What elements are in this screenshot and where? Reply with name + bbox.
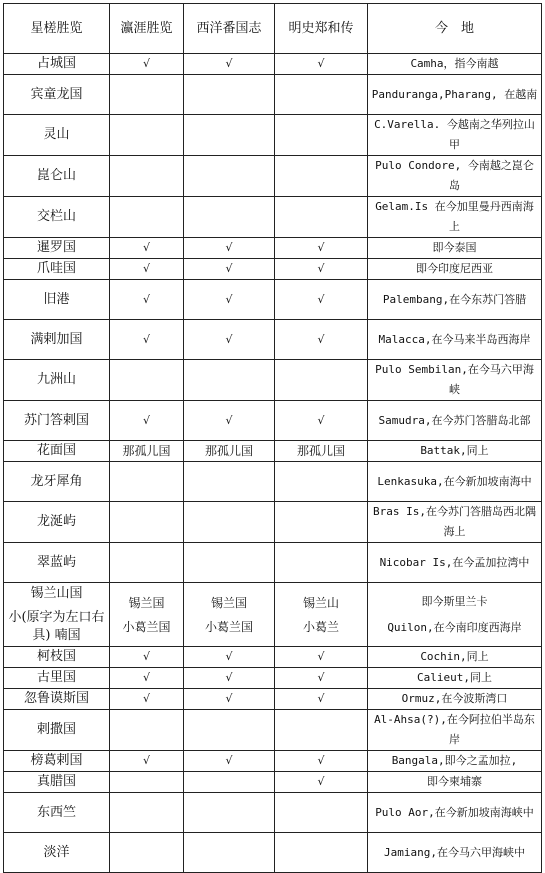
place-name: 崑仑山	[4, 156, 110, 197]
place-name: 旧港	[4, 280, 110, 320]
mingshi-cell: √	[275, 751, 368, 772]
yingya-cell	[110, 156, 184, 197]
mingshi-cell: √	[275, 689, 368, 710]
mingshi-cell: √	[275, 259, 368, 280]
xiyang-cell: √	[184, 401, 275, 441]
yingya-cell: √	[110, 280, 184, 320]
xiyang-cell	[184, 583, 275, 647]
mingshi-cell: √	[275, 238, 368, 259]
modern-place-cell: Pulo Condore, 今南越之崑仑岛	[368, 156, 542, 197]
modern-place-cell: 即今泰国	[368, 238, 542, 259]
place-name: 满剌加国	[4, 320, 110, 360]
table-row	[4, 75, 542, 115]
yingya-cell	[110, 462, 184, 502]
header-row	[4, 4, 542, 54]
modern-place-cell: Al-Ahsa(?),在今阿拉伯半岛东岸	[368, 710, 542, 751]
xiyang-cell	[184, 156, 275, 197]
modern-place-cell: 即今印度尼西亚	[368, 259, 542, 280]
modern-place-cell: Bras Is,在今苏门答腊岛西北隅海上	[368, 502, 542, 543]
modern-place-cell: Pulo Aor,在今新加坡南海峡中	[368, 793, 542, 833]
modern-place-cell: Lenkasuka,在今新加坡南海中	[368, 462, 542, 502]
yingya-cell: √	[110, 751, 184, 772]
place-name	[4, 583, 110, 647]
place-name: 灵山	[4, 115, 110, 156]
table-row	[4, 543, 542, 583]
modern-place-cell: Malacca,在今马来半岛西海岸	[368, 320, 542, 360]
yingya-cell: √	[110, 238, 184, 259]
xiyang-line2: 小葛兰国	[204, 619, 253, 634]
mingshi-cell	[275, 793, 368, 833]
mingshi-cell	[275, 710, 368, 751]
xiyang-cell: 那孤儿国	[184, 441, 275, 462]
table-row	[4, 710, 542, 751]
modern-place-cell: Camha，指今南越	[368, 54, 542, 75]
header-xiyang: 西洋番国志	[184, 4, 275, 54]
modern-place-cell: Nicobar Is,在今孟加拉湾中	[368, 543, 542, 583]
place-name: 古里国	[4, 668, 110, 689]
place-name: 暹罗国	[4, 238, 110, 259]
table-row	[4, 668, 542, 689]
table-row	[4, 115, 542, 156]
yingya-cell	[110, 710, 184, 751]
yingya-cell: √	[110, 647, 184, 668]
modern-place-cell: Bangala,即今之孟加拉,	[368, 751, 542, 772]
xiyang-cell: √	[184, 259, 275, 280]
mingshi-cell	[275, 360, 368, 401]
mingshi-cell: √	[275, 54, 368, 75]
yingya-line2: 小葛兰国	[122, 619, 171, 634]
place-name: 宾童龙国	[4, 75, 110, 115]
place-name: 占城国	[4, 54, 110, 75]
table-row	[4, 462, 542, 502]
modern-place-cell: C.Varella. 今越南之华列拉山甲	[368, 115, 542, 156]
mingshi-cell	[275, 583, 368, 647]
modern-place-line2: Quilon,在今南印度西海岸	[387, 620, 522, 634]
xiyang-cell	[184, 543, 275, 583]
mingshi-cell	[275, 543, 368, 583]
comparison-table	[3, 3, 542, 873]
modern-place-cell: Panduranga,Pharang, 在越南	[368, 75, 542, 115]
place-name: 淡洋	[4, 833, 110, 873]
xiyang-cell: √	[184, 689, 275, 710]
yingya-cell: √	[110, 54, 184, 75]
place-name: 交栏山	[4, 197, 110, 238]
xiyang-cell	[184, 115, 275, 156]
mingshi-cell: √	[275, 320, 368, 360]
yingya-cell	[110, 833, 184, 873]
xiyang-line1: 锡兰国	[210, 595, 247, 610]
mingshi-cell: 那孤儿国	[275, 441, 368, 462]
table-row	[4, 197, 542, 238]
place-name: 柯枝国	[4, 647, 110, 668]
header-modern-place: 今 地	[368, 4, 542, 54]
table-row	[4, 360, 542, 401]
yingya-cell: 那孤儿国	[110, 441, 184, 462]
modern-place-cell: Jamiang,在今马六甲海峡中	[368, 833, 542, 873]
table-row	[4, 441, 542, 462]
xiyang-cell	[184, 462, 275, 502]
yingya-cell	[110, 115, 184, 156]
place-name: 榜葛剌国	[4, 751, 110, 772]
yingya-cell	[110, 75, 184, 115]
yingya-cell: √	[110, 689, 184, 710]
xiyang-cell	[184, 360, 275, 401]
header-mingshi: 明史郑和传	[275, 4, 368, 54]
table-row	[4, 793, 542, 833]
mingshi-cell	[275, 462, 368, 502]
table-row	[4, 156, 542, 197]
yingya-cell: √	[110, 259, 184, 280]
xiyang-cell	[184, 833, 275, 873]
table-row	[4, 320, 542, 360]
yingya-cell	[110, 502, 184, 543]
place-name: 花面国	[4, 441, 110, 462]
place-name-line1: 锡兰山国	[30, 585, 83, 601]
place-name-line2: 小(原字为左口右具) 喃国	[8, 609, 105, 643]
mingshi-cell	[275, 833, 368, 873]
yingya-cell	[110, 543, 184, 583]
table-row	[4, 647, 542, 668]
place-name: 真腊国	[4, 772, 110, 793]
header-xingcha: 星槎胜览	[4, 4, 110, 54]
yingya-cell: √	[110, 668, 184, 689]
place-name: 苏门答剌国	[4, 401, 110, 441]
mingshi-cell	[275, 197, 368, 238]
xiyang-cell	[184, 793, 275, 833]
table-row	[4, 689, 542, 710]
xiyang-cell: √	[184, 280, 275, 320]
xiyang-cell: √	[184, 238, 275, 259]
table-row	[4, 772, 542, 793]
modern-place-cell: Ormuz,在今波斯湾口	[368, 689, 542, 710]
modern-place-cell: Samudra,在今苏门答腊岛北部	[368, 401, 542, 441]
yingya-cell	[110, 583, 184, 647]
xiyang-cell	[184, 772, 275, 793]
table-row	[4, 54, 542, 75]
mingshi-cell: √	[275, 772, 368, 793]
header-yingya: 瀛涯胜览	[110, 4, 184, 54]
table-row	[4, 259, 542, 280]
xiyang-cell	[184, 197, 275, 238]
xiyang-cell: √	[184, 751, 275, 772]
table-row	[4, 583, 542, 647]
xiyang-cell: √	[184, 54, 275, 75]
mingshi-line2: 小葛兰	[302, 619, 339, 634]
table-row	[4, 502, 542, 543]
xiyang-cell	[184, 502, 275, 543]
modern-place-cell: Battak,同上	[368, 441, 542, 462]
modern-place-cell: 即今柬埔寨	[368, 772, 542, 793]
place-name: 忽鲁谟斯国	[4, 689, 110, 710]
modern-place-cell: Cochin,同上	[368, 647, 542, 668]
yingya-cell	[110, 793, 184, 833]
yingya-cell	[110, 197, 184, 238]
xiyang-cell	[184, 75, 275, 115]
mingshi-cell: √	[275, 280, 368, 320]
place-name: 龙涎屿	[4, 502, 110, 543]
mingshi-cell	[275, 75, 368, 115]
place-name: 翠蓝屿	[4, 543, 110, 583]
mingshi-line1: 锡兰山	[302, 595, 339, 610]
table-row	[4, 833, 542, 873]
mingshi-cell: √	[275, 668, 368, 689]
xiyang-cell: √	[184, 647, 275, 668]
place-name: 东西竺	[4, 793, 110, 833]
yingya-cell	[110, 360, 184, 401]
modern-place-cell: Calieut,同上	[368, 668, 542, 689]
table-row	[4, 280, 542, 320]
place-name: 龙牙犀角	[4, 462, 110, 502]
modern-place-cell: Palembang,在今东苏门答腊	[368, 280, 542, 320]
mingshi-cell	[275, 115, 368, 156]
modern-place-line1: 即今斯里兰卡	[421, 594, 488, 608]
table-row	[4, 751, 542, 772]
yingya-line1: 锡兰国	[128, 595, 165, 610]
mingshi-cell	[275, 502, 368, 543]
place-name: 爪哇国	[4, 259, 110, 280]
xiyang-cell: √	[184, 320, 275, 360]
modern-place-cell	[368, 583, 542, 647]
xiyang-cell	[184, 710, 275, 751]
modern-place-cell: Pulo Sembilan,在今马六甲海峡	[368, 360, 542, 401]
yingya-cell	[110, 772, 184, 793]
yingya-cell: √	[110, 401, 184, 441]
table-row	[4, 238, 542, 259]
table-row	[4, 401, 542, 441]
modern-place-cell: Gelam.Is 在今加里曼丹西南海上	[368, 197, 542, 238]
place-name: 九洲山	[4, 360, 110, 401]
yingya-cell: √	[110, 320, 184, 360]
xiyang-cell: √	[184, 668, 275, 689]
mingshi-cell: √	[275, 401, 368, 441]
place-name: 剌撒国	[4, 710, 110, 751]
mingshi-cell	[275, 156, 368, 197]
mingshi-cell: √	[275, 647, 368, 668]
